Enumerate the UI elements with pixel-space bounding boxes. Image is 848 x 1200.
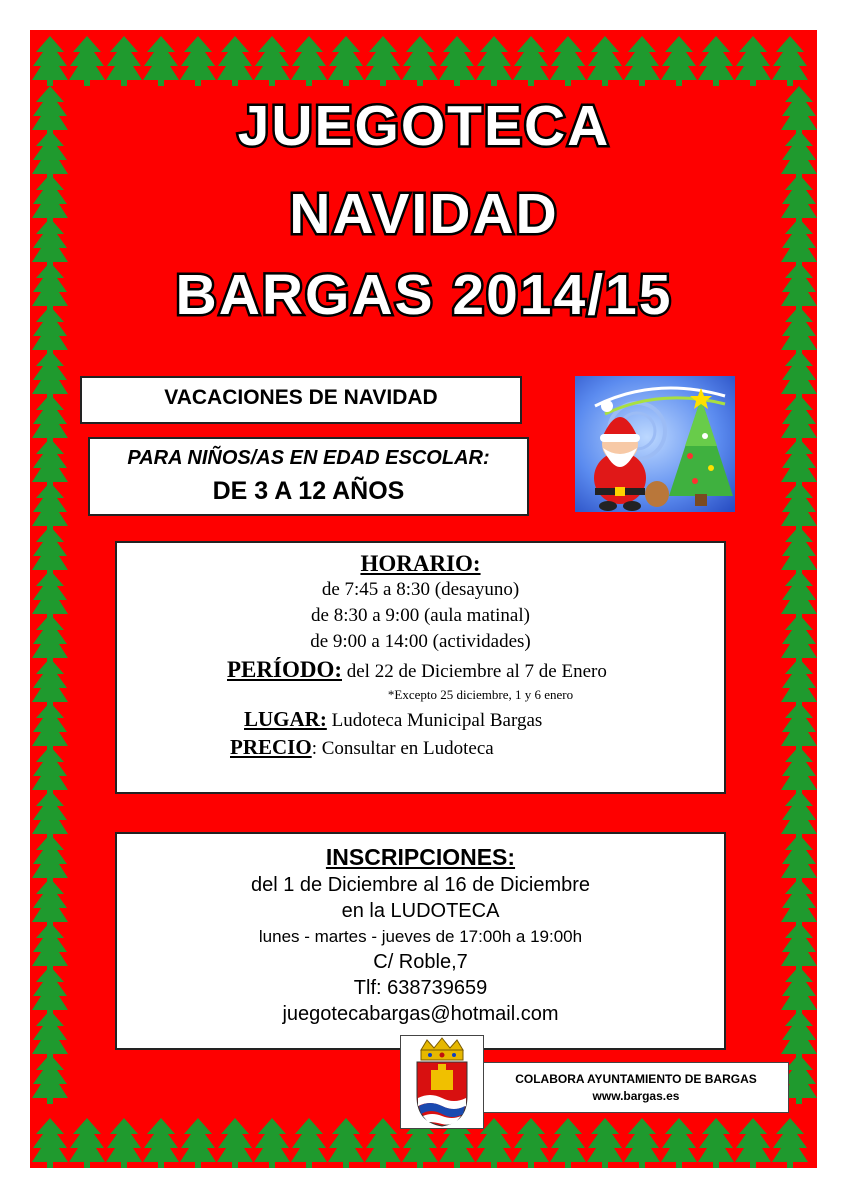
title-line-2: NAVIDAD [289, 182, 559, 246]
tree-icon [781, 790, 817, 840]
tree-icon [32, 482, 68, 532]
tree-icon [32, 1010, 68, 1060]
tree-icon [698, 1118, 734, 1168]
tree-icon [32, 36, 68, 86]
title-line-3: BARGAS 2014/15 [175, 263, 673, 327]
tree-icon [365, 36, 401, 86]
tree-icon [781, 350, 817, 400]
tree-icon [291, 36, 327, 86]
tree-icon [217, 1118, 253, 1168]
tree-icon [32, 834, 68, 884]
tree-icon [781, 526, 817, 576]
inscripciones-lugar: en la LUDOTECA [341, 900, 500, 922]
edad-box [88, 437, 529, 516]
precio-row [230, 735, 494, 760]
tree-icon [781, 746, 817, 796]
vacaciones-text: VACACIONES DE NAVIDAD [164, 386, 438, 409]
title-line-1: JUEGOTECA [237, 94, 611, 158]
tree-icon [735, 36, 771, 86]
colabora-text: COLABORA AYUNTAMIENTO DE BARGAS [515, 1072, 757, 1086]
periodo-row [227, 657, 607, 683]
lugar-value: Ludoteca Municipal Bargas [326, 710, 543, 731]
inscripciones-email: juegotecabargas@hotmail.com [282, 1003, 559, 1025]
tree-icon [32, 394, 68, 444]
tree-icon [624, 36, 660, 86]
tree-icon [365, 1118, 401, 1168]
tree-icon [180, 36, 216, 86]
tree-icon [32, 878, 68, 928]
tree-icon [735, 1118, 771, 1168]
tree-icon [254, 1118, 290, 1168]
tree-icon [772, 36, 808, 86]
tree-icon [69, 1118, 105, 1168]
colabora-web: www.bargas.es [592, 1089, 680, 1103]
tree-icon [32, 790, 68, 840]
edad-label: PARA NIÑOS/AS EN EDAD ESCOLAR: [127, 447, 490, 469]
tree-icon [32, 966, 68, 1016]
tree-icon [781, 878, 817, 928]
tree-icon [328, 1118, 364, 1168]
tree-icon [587, 36, 623, 86]
inscripciones-heading: INSCRIPCIONES: [325, 844, 516, 870]
excepto-note: *Excepto 25 diciembre, 1 y 6 enero [387, 687, 574, 702]
horario-line-1: de 7:45 a 8:30 (desayuno) [321, 579, 520, 600]
tree-icon [32, 526, 68, 576]
tree-icon [32, 438, 68, 488]
tree-icon [781, 922, 817, 972]
precio-label: PRECIO [230, 735, 312, 759]
tree-icon [32, 614, 68, 664]
horario-line-2: de 8:30 a 9:00 (aula matinal) [311, 605, 530, 626]
periodo-label: PERÍODO: [227, 657, 342, 682]
precio-value: : Consultar en Ludoteca [311, 738, 494, 759]
tree-icon [32, 570, 68, 620]
horario-box [115, 541, 726, 794]
tree-icon [550, 36, 586, 86]
tree-icon [328, 36, 364, 86]
inscripciones-direccion: C/ Roble,7 [373, 951, 468, 973]
tree-icon [772, 1118, 808, 1168]
edad-range: DE 3 A 12 AÑOS [212, 477, 405, 505]
tree-icon [550, 1118, 586, 1168]
tree-icon [661, 36, 697, 86]
tree-icon [106, 36, 142, 86]
tree-icon [781, 614, 817, 664]
coat-of-arms-icon [401, 1036, 483, 1128]
tree-icon [402, 36, 438, 86]
tree-icon [513, 1118, 549, 1168]
tree-icon [254, 36, 290, 86]
lugar-label: LUGAR: [244, 707, 327, 731]
horario-heading: HORARIO: [360, 551, 481, 576]
tree-icon [698, 36, 734, 86]
tree-icon [32, 1054, 68, 1104]
tree-icon [439, 36, 475, 86]
tree-icon [781, 966, 817, 1016]
colabora-box [483, 1062, 789, 1113]
tree-icon [513, 36, 549, 86]
tree-icon [69, 36, 105, 86]
vacaciones-box [80, 376, 522, 424]
tree-icon [781, 570, 817, 620]
tree-icon [781, 1010, 817, 1060]
tree-icon [32, 658, 68, 708]
tree-icon [143, 1118, 179, 1168]
tree-icon [106, 1118, 142, 1168]
tree-icon [661, 1118, 697, 1168]
tree-icon [624, 1118, 660, 1168]
tree-icon [781, 482, 817, 532]
inscripciones-fechas: del 1 de Diciembre al 16 de Diciembre [250, 874, 591, 896]
tree-icon [476, 36, 512, 86]
inscripciones-horario: lunes - martes - jueves de 17:00h a 19:00h [258, 927, 583, 946]
tree-icon [180, 1118, 216, 1168]
lugar-row [244, 707, 542, 732]
tree-icon [143, 36, 179, 86]
tree-icon [781, 702, 817, 752]
tree-icon [781, 394, 817, 444]
tree-icon [32, 350, 68, 400]
escudo-frame [400, 1035, 484, 1129]
tree-icon [781, 834, 817, 884]
inscripciones-box [115, 832, 726, 1050]
periodo-value: del 22 de Diciembre al 7 de Enero [342, 661, 607, 682]
tree-icon [217, 36, 253, 86]
tree-icon [291, 1118, 327, 1168]
tree-icon [781, 658, 817, 708]
santa-tree-illustration [575, 376, 735, 512]
tree-icon [781, 438, 817, 488]
tree-icon [587, 1118, 623, 1168]
santa-icon [575, 376, 735, 512]
tree-icon [32, 1118, 68, 1168]
tree-icon [32, 746, 68, 796]
inscripciones-telefono: Tlf: 638739659 [353, 977, 488, 999]
horario-line-3: de 9:00 a 14:00 (actividades) [310, 631, 531, 652]
tree-icon [32, 922, 68, 972]
tree-icon [32, 702, 68, 752]
